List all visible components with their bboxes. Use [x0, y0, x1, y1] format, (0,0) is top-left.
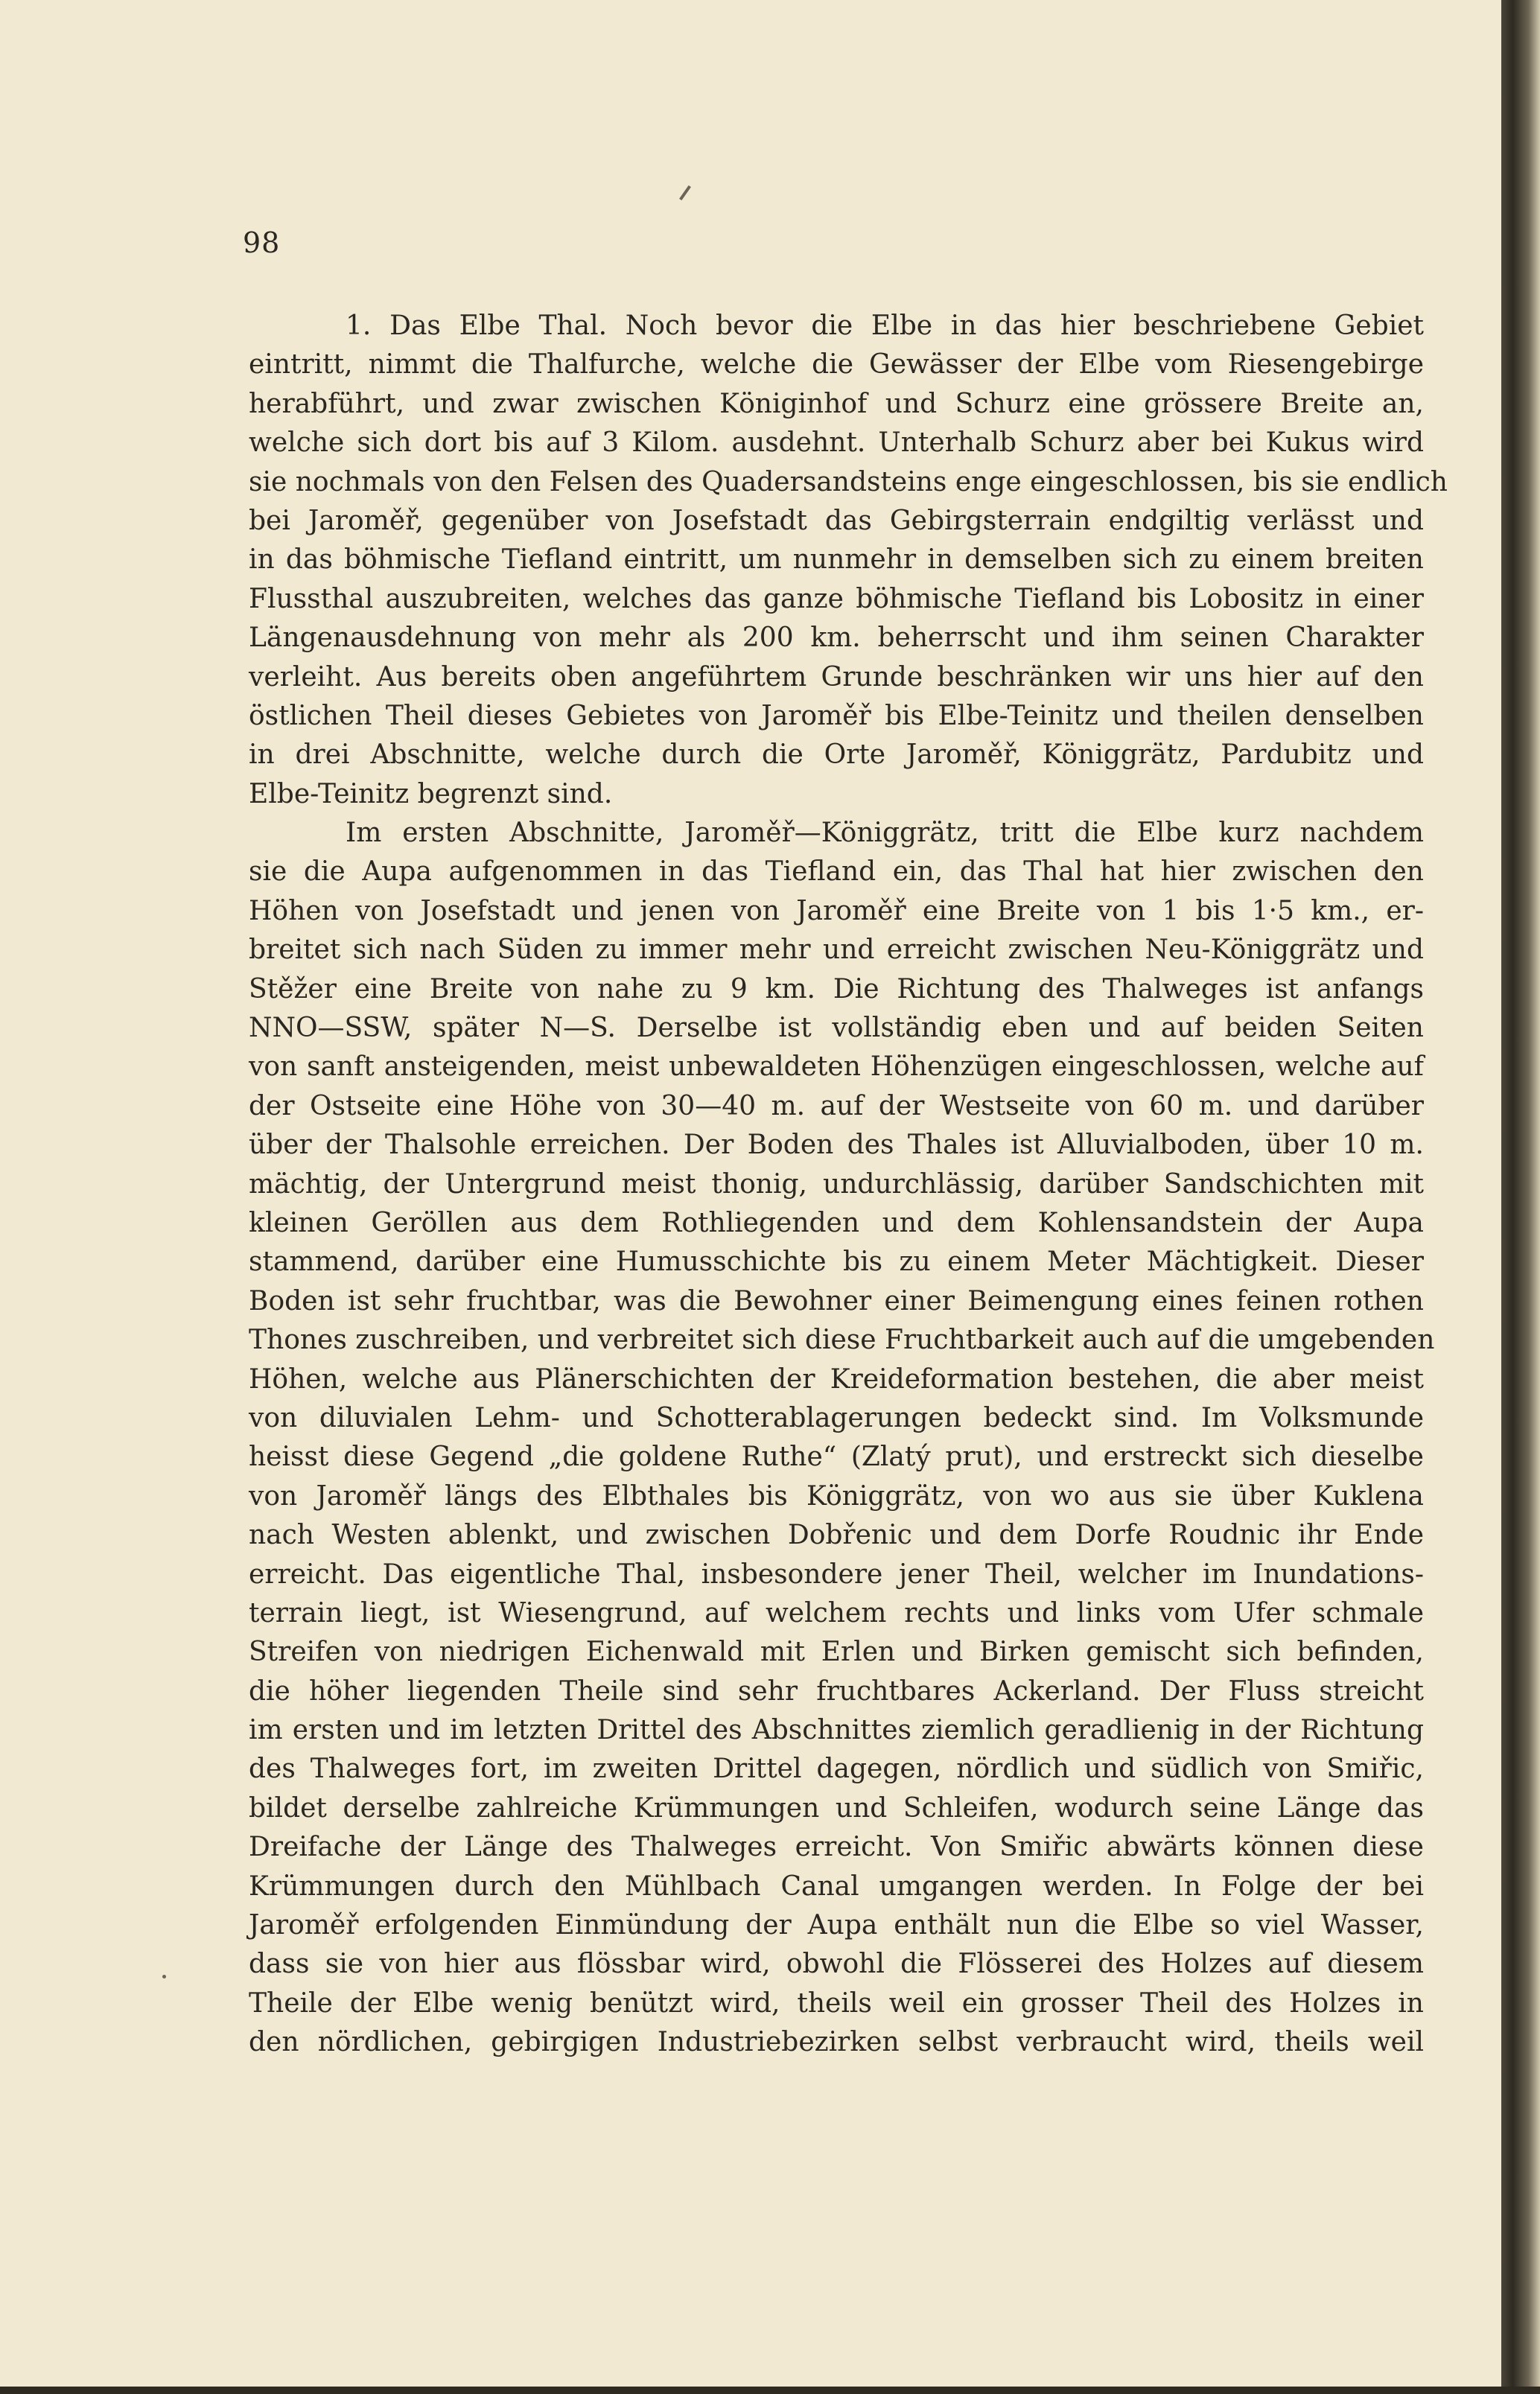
text-line: Krümmungen durch den Mühlbach Canal umgangen werden. In Folge der bei — [249, 1871, 1424, 1902]
text-line: mächtig, der Untergrund meist thonig, undurchlässig, darüber Sandschichten mit — [249, 1168, 1424, 1200]
text-line: sie nochmals von den Felsen des Quadersandsteins enge eingeschlossen, bis sie endlich — [249, 466, 1448, 497]
text-line: über der Thalsohle erreichen. Der Boden des Thales ist Alluvialboden, über 10 m. — [249, 1130, 1424, 1161]
pencil-mark — [679, 185, 691, 200]
text-line: die höher liegenden Theile sind sehr fruchtbares Ackerland. Der Fluss streicht — [249, 1675, 1424, 1707]
text-line: Dreifache der Länge des Thalweges erreicht. Von Smiřic abwärts können diese — [249, 1832, 1424, 1863]
text-line: Jaroměř erfolgenden Einmündung der Aupa enthält nun die Elbe so viel Wasser, — [249, 1910, 1424, 1941]
text-line: von diluvialen Lehm- und Schotterablagerungen bedeckt sind. Im Volksmunde — [249, 1402, 1424, 1433]
text-line: dass sie von hier aus flössbar wird, obwohl die Flösserei des Holzes auf diesem — [249, 1949, 1424, 1980]
text-line: stammend, darüber eine Humusschichte bis zu einem Meter Mächtigkeit. Dieser — [249, 1247, 1424, 1278]
text-line: Thones zuschreiben, und verbreitet sich diese Fruchtbarkeit auch auf die umgebenden — [249, 1325, 1435, 1356]
page-number: 98 — [243, 226, 281, 259]
section-number: 1. — [346, 311, 372, 341]
text-line: bei Jaroměř, gegenüber von Josefstadt das Gebirgsterrain endgiltig verlässt und — [249, 505, 1424, 536]
text-line: von Jaroměř längs des Elbthales bis Königgrätz, von wo aus sie über Kuklena — [249, 1480, 1424, 1512]
text-line: Im ersten Abschnitte, Jaroměř—Königgrätz, tritt die Elbe kurz nachdem — [346, 818, 1424, 849]
text-line: Stěžer eine Breite von nahe zu 9 km. Die Richtung des Thalweges ist anfangs — [249, 973, 1424, 1005]
text-line: im ersten und im letzten Drittel des Abschnittes ziemlich geradlienig in der Richtung — [249, 1715, 1424, 1746]
text-line: erreicht. Das eigentliche Thal, insbesondere jener Theil, welcher im Inundations- — [249, 1559, 1424, 1590]
text-line: kleinen Geröllen aus dem Rothliegenden und dem Kohlensandstein der Aupa — [249, 1207, 1424, 1238]
body-text — [249, 307, 1448, 2063]
scan-border-right — [1501, 0, 1540, 2394]
text-line: Flussthal auszubreiten, welches das ganze böhmische Tiefland bis Lobositz in einer — [249, 583, 1424, 614]
text-line: eintritt, nimmt die Thalfurche, welche die Gewässer der Elbe vom Riesengebirge — [249, 349, 1424, 381]
text-line: bildet derselbe zahlreiche Krümmungen und Schleifen, wodurch seine Länge das — [249, 1792, 1424, 1824]
text-line: Theile der Elbe wenig benützt wird, theils weil ein grosser Theil des Holzes in — [249, 1987, 1424, 2019]
text-line: östlichen Theil dieses Gebietes von Jaroměř bis Elbe-Teinitz und theilen denselben — [249, 700, 1424, 731]
text-line: terrain liegt, ist Wiesengrund, auf welchem rechts und links vom Ufer schmale — [249, 1597, 1424, 1629]
margin-dot — [162, 1975, 166, 1978]
text-line: herabführt, und zwar zwischen Königinhof und Schurz eine grössere Breite an, — [249, 388, 1424, 419]
text-line — [249, 307, 1424, 346]
scan-border-bottom — [0, 2387, 1540, 2394]
text-line: breitet sich nach Süden zu immer mehr und erreicht zwischen Neu-Königgrätz und — [249, 935, 1424, 966]
text-line: in drei Abschnitte, welche durch die Orte Jaroměř, Königgrätz, Pardubitz und — [249, 739, 1424, 771]
text-line: den nördlichen, gebirgigen Industriebezirken selbst verbraucht wird, theils weil — [249, 2027, 1424, 2058]
text-line: der Ostseite eine Höhe von 30—40 m. auf der Westseite von 60 m. und darüber — [249, 1090, 1424, 1121]
text-line: Längenausdehnung von mehr als 200 km. beherrscht und ihm seinen Charakter — [249, 623, 1424, 654]
text-line: Boden ist sehr fruchtbar, was die Bewohner einer Beimengung eines feinen rothen — [249, 1285, 1424, 1317]
text-line-content: Das Elbe Thal. Noch bevor die Elbe in das hier beschriebene Gebiet — [389, 311, 1424, 341]
text-line: in das böhmische Tiefland eintritt, um nunmehr in demselben sich zu einem breiten — [249, 544, 1424, 576]
text-line: Höhen, welche aus Plänerschichten der Kreideformation bestehen, die aber meist — [249, 1363, 1424, 1395]
text-line: Elbe-Teinitz begrenzt sind. — [249, 778, 613, 809]
text-line: von sanft ansteigenden, meist unbewaldeten Höhenzügen eingeschlossen, welche auf — [249, 1051, 1424, 1083]
text-line: sie die Aupa aufgenommen in das Tiefland ein, das Thal hat hier zwischen den — [249, 856, 1424, 888]
text-line: heisst diese Gegend „die goldene Ruthe“ (Zlatý prut), und erstreckt sich dieselbe — [249, 1442, 1424, 1473]
text-line: welche sich dort bis auf 3 Kilom. ausdehnt. Unterhalb Schurz aber bei Kukus wird — [249, 427, 1424, 459]
text-line: Höhen von Josefstadt und jenen von Jaroměř eine Breite von 1 bis 1·5 km., er- — [249, 895, 1424, 926]
text-line: NNO—SSW, später N—S. Derselbe ist vollständig eben und auf beiden Seiten — [249, 1013, 1424, 1044]
text-line: Streifen von niedrigen Eichenwald mit Erlen und Birken gemischt sich befinden, — [249, 1637, 1424, 1668]
text-line: nach Westen ablenkt, und zwischen Dobřenic und dem Dorfe Roudnic ihr Ende — [249, 1520, 1424, 1551]
text-line: des Thalweges fort, im zweiten Drittel dagegen, nördlich und südlich von Smiřic, — [249, 1754, 1424, 1785]
text-line: verleiht. Aus bereits oben angeführtem Grunde beschränken wir uns hier auf den — [249, 661, 1424, 693]
